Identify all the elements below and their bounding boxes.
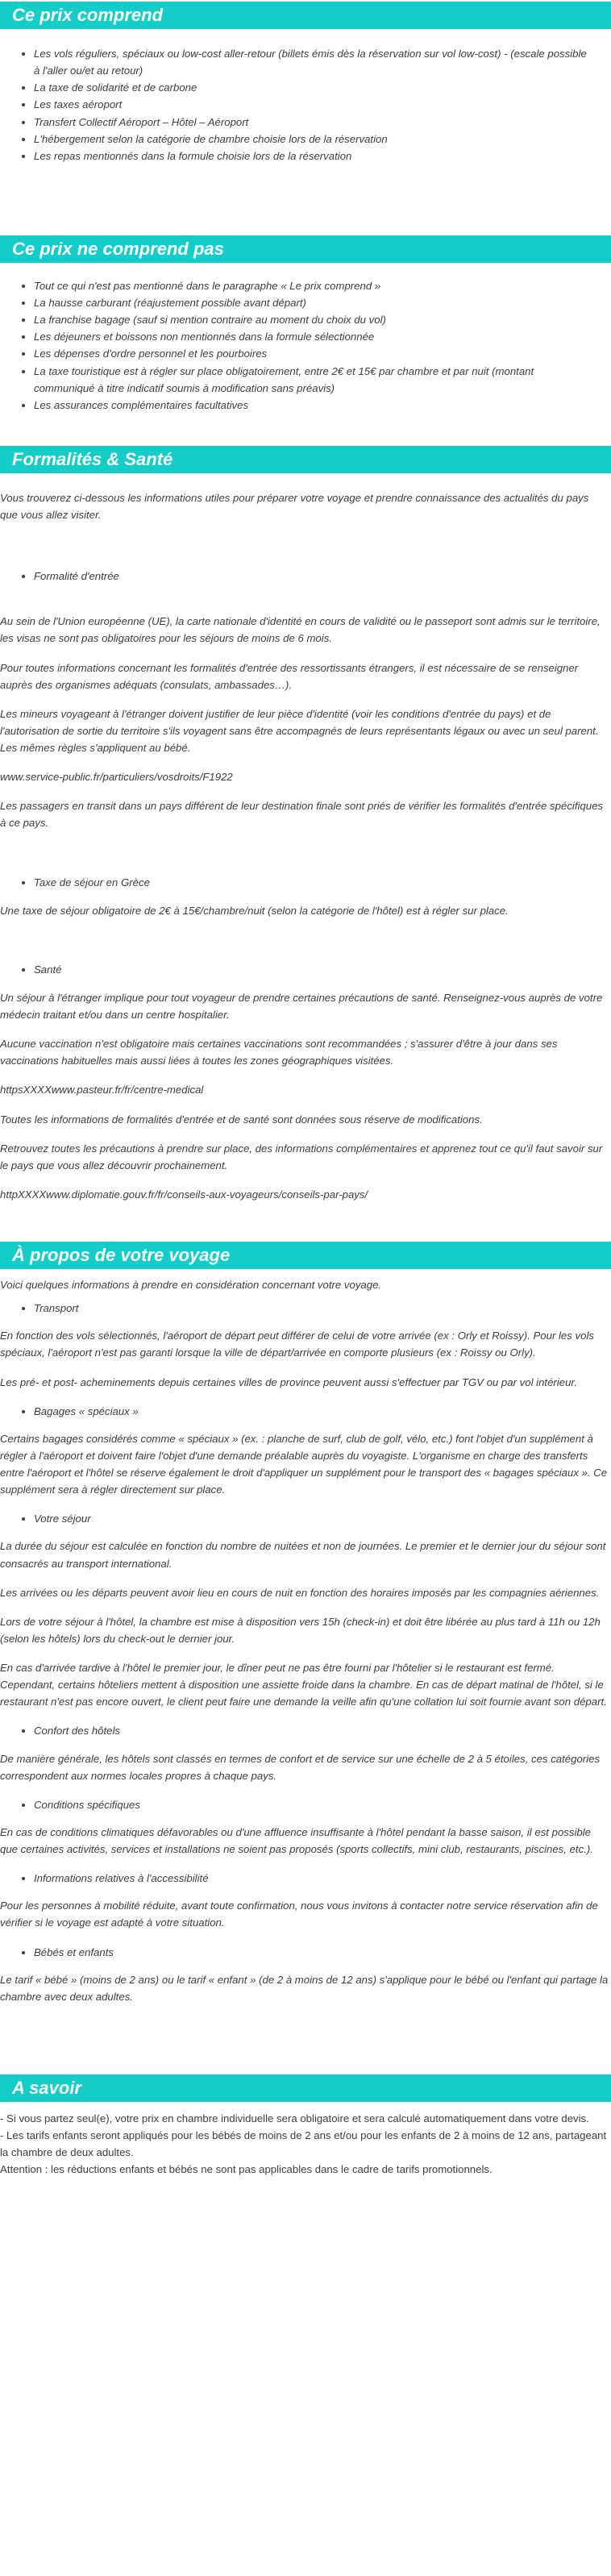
section-title-ce-prix-ne-comprend-pas: Ce prix ne comprend pas: [0, 235, 611, 263]
note-line: - Si vous partez seul(e), votre prix en chambre individuelle sera obligatoire et sera calculé automatiquement dans votre devis.: [0, 2112, 589, 2124]
diplomatie-link[interactable]: httpXXXXwww.diplomatie.gouv.fr/fr/conseils-aux-voyageurs/conseils-par-pays/: [0, 1188, 368, 1201]
subheading-label: • Votre séjour: [34, 1510, 611, 1527]
subheading-label: • Bébés et enfants: [34, 1944, 611, 1961]
subheading-label: • Confort des hôtels: [34, 1722, 611, 1739]
list-item: • L'hébergement selon la catégorie de chambre choisie lors de la réservation: [34, 131, 595, 148]
subheading-votre-sejour: [0, 1510, 611, 1527]
paragraph: La durée du séjour est calculée en fonction du nombre de nuitées et non de journées. Le premier et le dernier jour du séjour sont consacrés au transport international.: [0, 1540, 606, 1570]
subheading-label: • Informations relatives à l'accessibilité: [34, 1870, 611, 1887]
list-item: • Les taxes aéroport: [34, 96, 595, 113]
list-item: • Tout ce qui n'est pas mentionné dans le paragraphe « Le prix comprend »: [34, 277, 595, 294]
subheading-label: • Taxe de séjour en Grèce: [34, 874, 611, 891]
subheading-taxe-sejour: [0, 874, 611, 891]
subheading-transport: [0, 1300, 611, 1317]
subheading-label: • Formalité d'entrée: [34, 568, 611, 585]
paragraph: Aucune vaccination n'est obligatoire mais certaines vaccinations sont recommandées ; s'assurer d'être à jour dans ses vaccinations habituelles mais aussi liées à toutes les zones géographiques visitées.: [0, 1038, 558, 1067]
section-body-formalites-sante: [0, 489, 611, 1203]
list-item: • Les assurances complémentaires facultatives: [34, 397, 595, 414]
section-body-ce-prix-ne-comprend-pas: [0, 277, 611, 414]
list-item: • Les repas mentionnés dans la formule choisie lors de la réservation: [34, 148, 595, 164]
paragraph: Au sein de l'Union européenne (UE), la carte nationale d'identité en cours de validité ou le passeport sont admis sur le territoire, les visas ne sont pas obligatoires pour les séjours de moins de 6 mois.: [0, 615, 601, 645]
paragraph: Les pré- et post- acheminements depuis certaines villes de province peuvent aussi s'effectuer par TGV ou par vol intérieur.: [0, 1375, 577, 1388]
section-title-a-propos-voyage: À propos de votre voyage: [0, 1242, 611, 1269]
service-public-link[interactable]: www.service-public.fr/particuliers/vosdroits/F1922: [0, 771, 233, 784]
subheading-bebes-enfants: [0, 1944, 611, 1961]
paragraph: Certains bagages considérés comme « spéciaux » (ex. : planche de surf, club de golf, vélo, etc.) font l'objet d'un supplément à régler à l'aéroport et doivent faire l'objet d'une demande préalable auprès du voyagiste. L'organisme en charge des transferts entre l'aéroport et l'hôtel se réserve également le droit d'appliquer un supplément pour le transport des « bagages spéciaux ». Ce supplément sera à régler directement sur place.: [0, 1432, 608, 1496]
subheading-bagages-speciaux: [0, 1403, 611, 1420]
intro-text: Voici quelques informations à prendre en considération concernant votre voyage.: [0, 1279, 382, 1291]
note-line: - Les tarifs enfants seront appliqués pour les bébés de moins de 2 ans et/ou pour les enfants de 2 à moins de 12 ans, partageant la chambre de deux adultes.: [0, 2129, 607, 2159]
paragraph: Les arrivées ou les départs peuvent avoir lieu en cours de nuit en fonction des horaires imposés par les compagnies aériennes.: [0, 1586, 600, 1599]
paragraph: En fonction des vols sélectionnés, l'aéroport de départ peut différer de celui de votre arrivée (ex : Orly et Roissy). Pour les vols spéciaux, l'aéroport n'est pas garanti lorsque la ville de départ/arrivée en comporte plusieurs (ex : Roissy ou Orly).: [0, 1330, 594, 1359]
subheading-formalite-entree: [0, 568, 611, 585]
excluded-list: [0, 277, 611, 414]
section-body-a-savoir: [0, 2110, 611, 2179]
subheading-confort-hotels: [0, 1722, 611, 1739]
intro-text: Vous trouverez ci-dessous les informations utiles pour préparer votre voyage et prendre connaissance des actualités du pays que vous allez visiter.: [0, 491, 589, 521]
subheading-label: • Santé: [34, 961, 611, 978]
paragraph: Le tarif « bébé » (moins de 2 ans) ou le tarif « enfant » (de 2 à moins de 12 ans) s'applique pour le bébé ou l'enfant qui partage la chambre avec deux adultes.: [0, 1973, 609, 2003]
list-item: • Les vols réguliers, spéciaux ou low-cost aller-retour (billets émis dès la réservation sur vol low-cost) - (escale possible à l'aller ou/et au retour): [34, 45, 595, 79]
section-body-ce-prix-comprend: [0, 45, 611, 164]
paragraph: Les passagers en transit dans un pays différent de leur destination finale sont priés de vérifier les formalités d'entrée spécifiques à ce pays.: [0, 800, 604, 830]
list-item: • La taxe de solidarité et de carbone: [34, 79, 595, 96]
included-list: [0, 45, 611, 164]
paragraph: En cas d'arrivée tardive à l'hôtel le premier jour, le dîner peut ne pas être fourni par l'hôtelier si le restaurant est fermé. Cependant, certains hôteliers mettent à disposition une assiette froide dans la chambre. En cas de départ matinal de l'hôtel, si le restaurant n'est pas encore ouvert, le client peut faire une demande la veille afin qu'une collation lui soit fournie avant son départ.: [0, 1662, 607, 1708]
list-item: • La franchise bagage (sauf si mention contraire au moment du choix du vol): [34, 311, 595, 328]
paragraph: Une taxe de séjour obligatoire de 2€ à 15€/chambre/nuit (selon la catégorie de l'hôtel) est à régler sur place.: [0, 904, 509, 917]
section-title-a-savoir: A savoir: [0, 2075, 611, 2102]
paragraph: Retrouvez toutes les précautions à prendre sur place, des informations complémentaires et apprenez tout ce qu'il faut savoir sur le pays que vous allez découvrir prochainement.: [0, 1142, 603, 1171]
section-title-ce-prix-comprend: Ce prix comprend: [0, 2, 611, 29]
subheading-label: • Bagages « spéciaux »: [34, 1403, 611, 1420]
list-item: • Les dépenses d'ordre personnel et les pourboires: [34, 345, 595, 362]
paragraph: Pour toutes informations concernant les formalités d'entrée des ressortissants étrangers, il est nécessaire de se renseigner auprès des organismes adéquats (consulats, ambassades…).: [0, 661, 579, 691]
list-item: • La hausse carburant (réajustement possible avant départ): [34, 294, 595, 311]
paragraph: Pour les personnes à mobilité réduite, avant toute confirmation, nous vous invitons à contacter notre service réservation afin de vérifier si le voyage est adapté à votre situation.: [0, 1900, 598, 1929]
section-title-formalites-sante: Formalités & Santé: [0, 446, 611, 473]
subheading-conditions-specifiques: [0, 1796, 611, 1813]
section-body-a-propos-voyage: [0, 1276, 611, 2005]
subheading-label: • Transport: [34, 1300, 611, 1317]
paragraph: Lors de votre séjour à l'hôtel, la chambre est mise à disposition vers 15h (check-in) et doit être libérée au plus tard à 11h ou 12h (selon les hôtels) lors du check-out le dernier jour.: [0, 1615, 601, 1645]
subheading-label: • Conditions spécifiques: [34, 1796, 611, 1813]
paragraph: Les mineurs voyageant à l'étranger doivent justifier de leur pièce d'identité (voir les conditions d'entrée du pays) et de l'autorisation de sortie du territoire s'ils voyagent sans être accompagnés de leurs représentants légaux ou avec un seul parent. Les mêmes règles s'appliquent au bébé.: [0, 707, 599, 754]
paragraph: Toutes les informations de formalités d'entrée et de santé sont données sous réserve de modifications.: [0, 1113, 483, 1126]
subheading-accessibilite: [0, 1870, 611, 1887]
pasteur-link[interactable]: httpsXXXXwww.pasteur.fr/fr/centre-medical: [0, 1084, 204, 1097]
list-item: • Les déjeuners et boissons non mentionnés dans la formule sélectionnée: [34, 328, 595, 345]
paragraph: Un séjour à l'étranger implique pour tout voyageur de prendre certaines précautions de santé. Renseignez-vous auprès de votre médecin traitant et/ou dans un centre hospitalier.: [0, 991, 603, 1021]
paragraph: De manière générale, les hôtels sont classés en termes de confort et de service sur une échelle de 2 à 5 étoiles, ces catégories correspondent aux normes locales propres à chaque pays.: [0, 1752, 601, 1782]
list-item: • La taxe touristique est à régler sur place obligatoirement, entre 2€ et 15€ par chambre et par nuit (montant communiqué à titre indicatif soumis à modification sans préavis): [34, 363, 595, 397]
subheading-sante: [0, 961, 611, 978]
list-item: • Transfert Collectif Aéroport – Hôtel – Aéroport: [34, 114, 595, 131]
paragraph: En cas de conditions climatiques défavorables ou d'une affluence insuffisante à l'hôtel pendant la basse saison, il est possible que certaines activités, services et installations ne soient pas proposés (sports collectifs, mini club, restaurants, piscines, etc.).: [0, 1825, 593, 1855]
note-line: Attention : les réductions enfants et bébés ne sont pas applicables dans le cadre de tarifs promotionnels.: [0, 2163, 493, 2176]
